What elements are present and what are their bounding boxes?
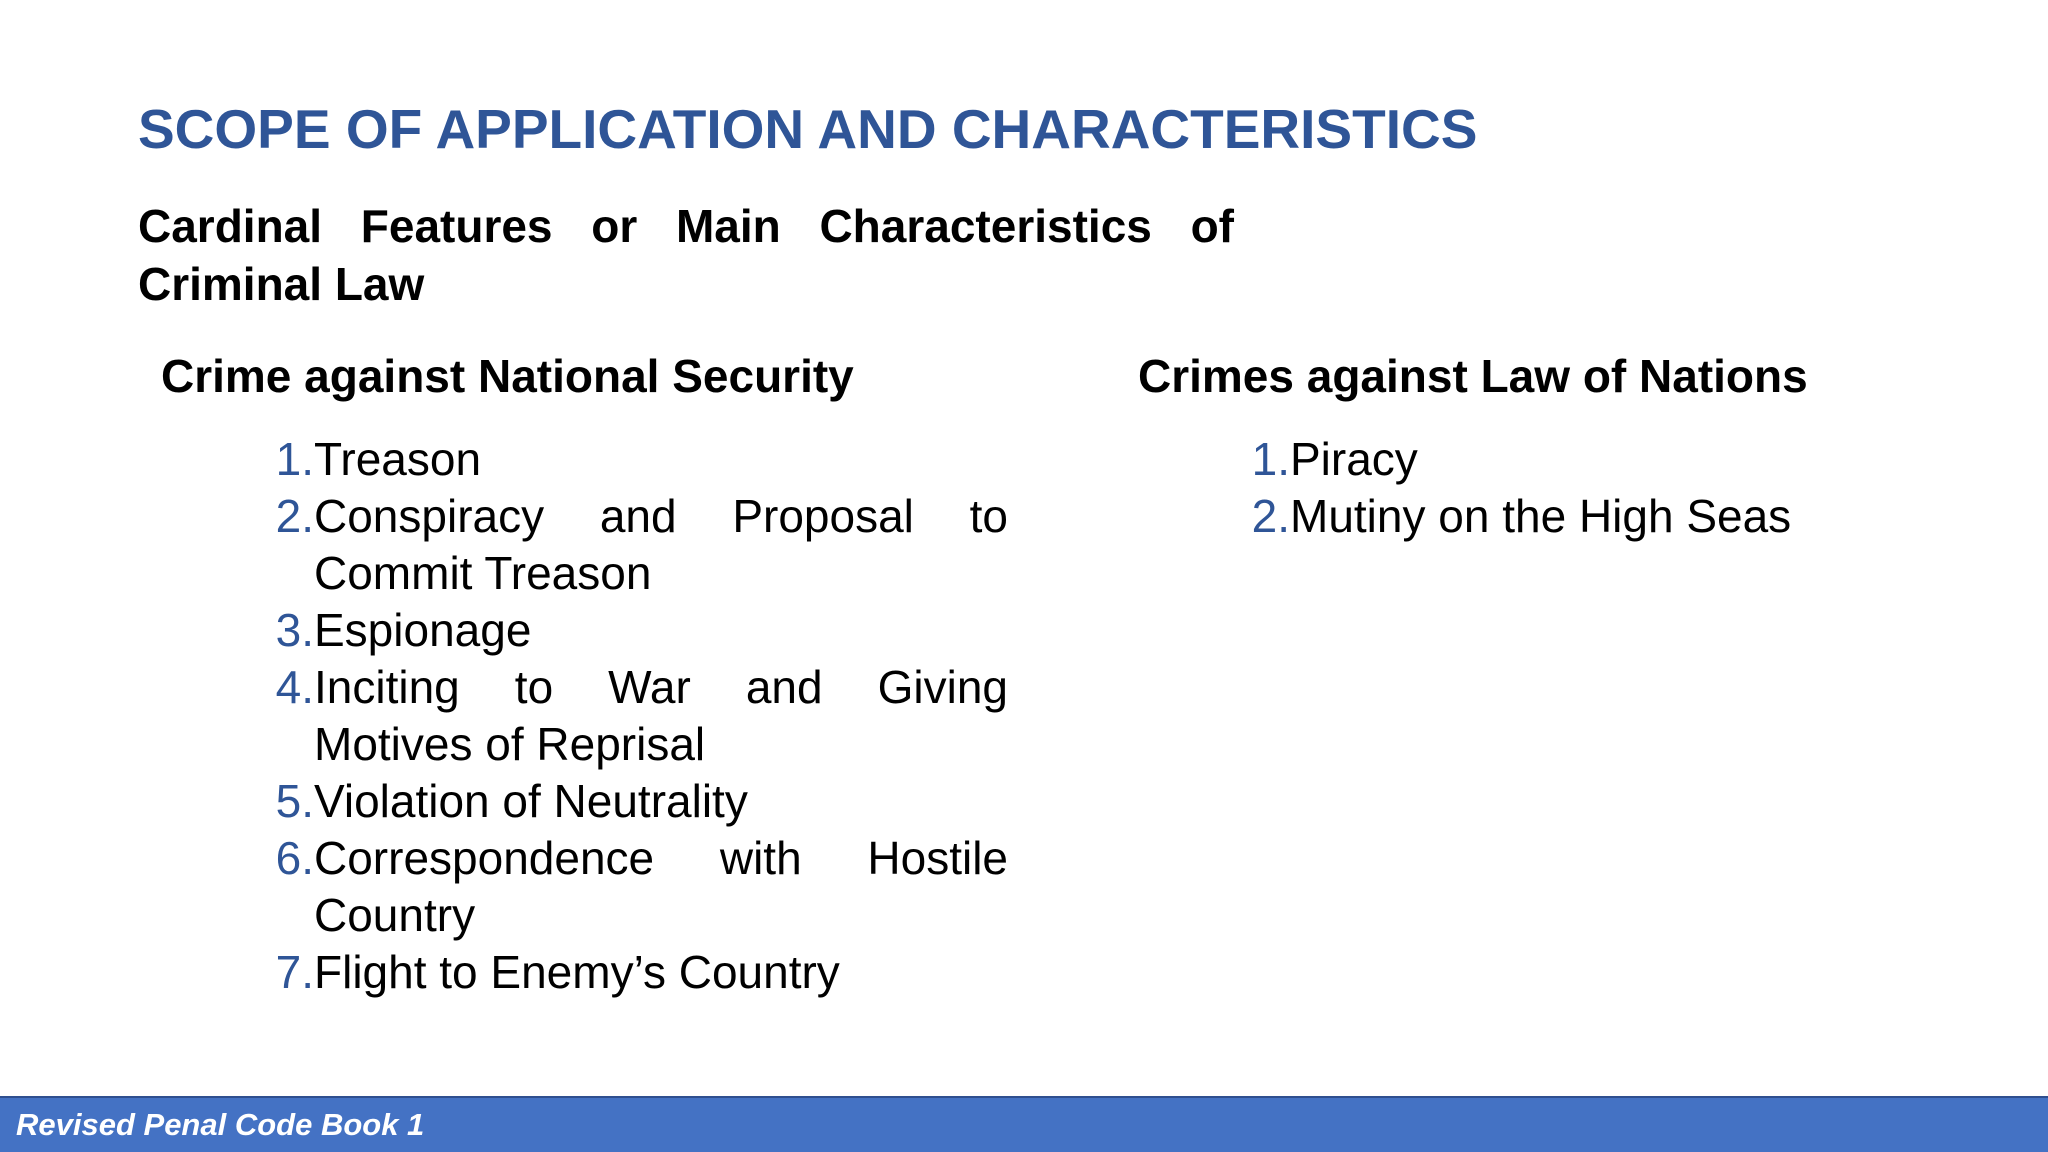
list-item bbox=[236, 488, 1008, 602]
national-security-crime-list bbox=[236, 431, 1008, 1001]
slide-title: SCOPE OF APPLICATION AND CHARACTERISTICS bbox=[138, 98, 1478, 160]
list-item-text: Mutiny on the High Seas bbox=[1290, 490, 1792, 542]
list-item bbox=[236, 659, 1008, 773]
list-item-number: 5. bbox=[275, 775, 314, 827]
law-of-nations-crime-list bbox=[1212, 431, 1972, 545]
slide-subtitle: Cardinal Features or Main Characteristics of Criminal Law bbox=[138, 200, 1234, 310]
list-item-number: 1. bbox=[1251, 433, 1290, 485]
list-item bbox=[1212, 431, 1972, 488]
list-item bbox=[236, 944, 1008, 1001]
list-item-number: 6. bbox=[275, 832, 314, 884]
list-item-number: 7. bbox=[275, 946, 314, 998]
list-item bbox=[236, 602, 1008, 659]
list-item-number: 2. bbox=[275, 490, 314, 542]
list-item-text: Piracy bbox=[1290, 433, 1418, 485]
list-item-text: Violation of Neutrality bbox=[314, 775, 748, 827]
list-item bbox=[1212, 488, 1972, 545]
list-item bbox=[236, 773, 1008, 830]
list-item-number: 3. bbox=[275, 604, 314, 656]
list-item-text: Espionage bbox=[314, 604, 532, 656]
list-item-number: 2. bbox=[1251, 490, 1290, 542]
footer-label: Revised Penal Code Book 1 bbox=[16, 1107, 425, 1142]
list-item bbox=[236, 431, 1008, 488]
list-item-text: Conspiracy and Proposal to Commit Treason bbox=[314, 490, 1008, 599]
footer-bar bbox=[0, 1096, 2048, 1152]
list-item-text: Correspondence with Hostile Country bbox=[314, 832, 1008, 941]
national-security-heading: Crime against National Security bbox=[161, 350, 854, 402]
list-item-number: 4. bbox=[275, 661, 314, 713]
list-item-text: Treason bbox=[314, 433, 482, 485]
list-item-number: 1. bbox=[275, 433, 314, 485]
law-of-nations-heading: Crimes against Law of Nations bbox=[1138, 350, 1808, 402]
list-item-text: Inciting to War and Giving Motives of Reprisal bbox=[314, 661, 1008, 770]
list-item bbox=[236, 830, 1008, 944]
list-item-text: Flight to Enemy’s Country bbox=[314, 946, 840, 998]
